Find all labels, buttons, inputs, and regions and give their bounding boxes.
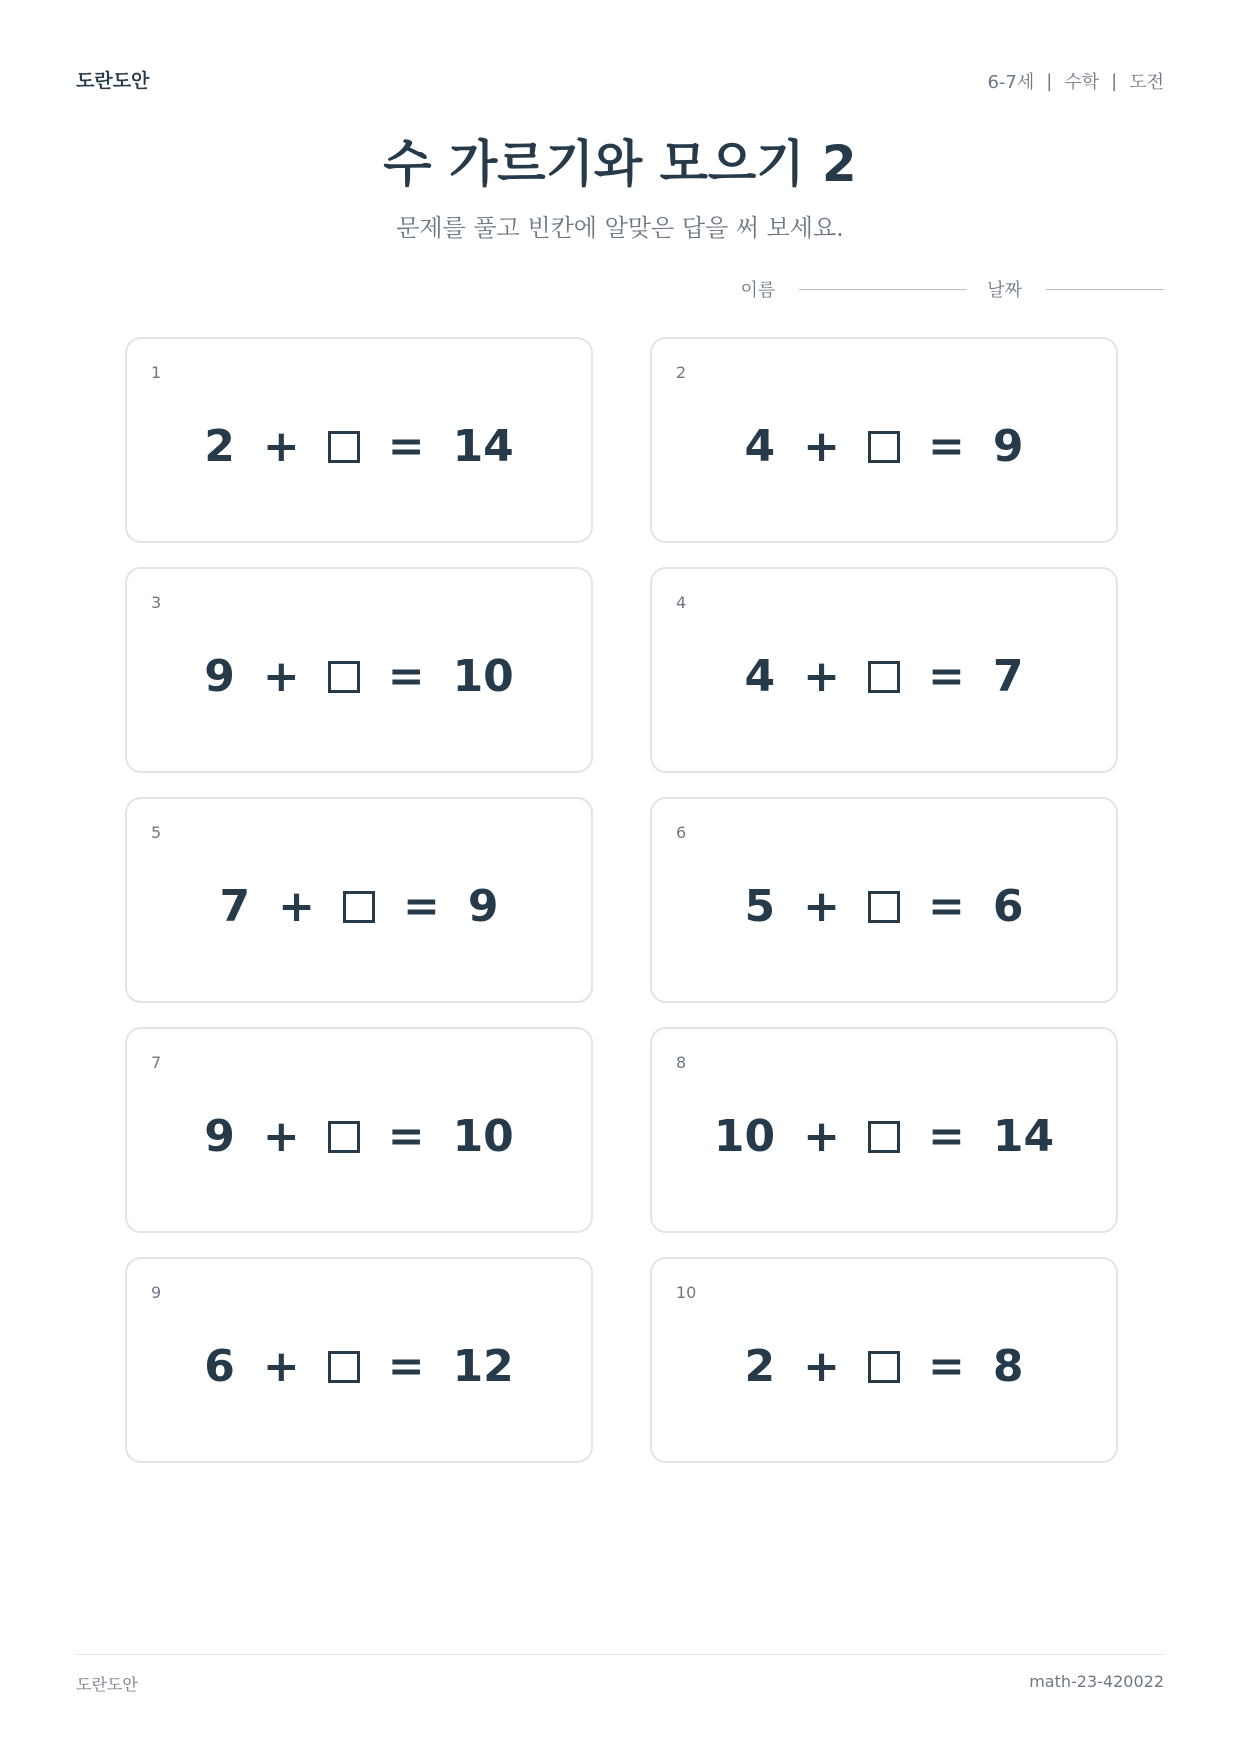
problem-number: 9 xyxy=(151,1283,162,1302)
equals-sign: = xyxy=(928,1341,965,1392)
problem-card xyxy=(650,567,1118,773)
plus-sign: + xyxy=(803,1341,840,1392)
answer-box[interactable] xyxy=(328,1121,360,1153)
addend: 6 xyxy=(204,1341,235,1392)
date-label: 날짜 xyxy=(987,280,1022,301)
problem-number: 3 xyxy=(151,593,162,612)
addend: 5 xyxy=(744,881,776,932)
answer-box[interactable] xyxy=(868,661,900,693)
brand-logo-text: 도란도안 xyxy=(76,70,150,92)
equation xyxy=(127,1111,591,1162)
name-blank-line[interactable] xyxy=(799,289,967,290)
plus-sign: + xyxy=(262,421,300,472)
problem-card xyxy=(650,1257,1118,1463)
answer-box[interactable] xyxy=(328,1351,360,1383)
sum: 10 xyxy=(452,651,514,702)
addend: 9 xyxy=(204,651,235,702)
problem-card xyxy=(650,1027,1118,1233)
plus-sign: + xyxy=(803,1111,840,1162)
equation xyxy=(652,1111,1116,1162)
addend: 7 xyxy=(219,881,251,932)
plus-sign: + xyxy=(803,421,840,472)
sum: 9 xyxy=(992,421,1024,472)
equals-sign: = xyxy=(387,421,425,472)
problem-card xyxy=(125,1027,593,1233)
sum: 9 xyxy=(467,881,499,932)
equation xyxy=(652,421,1116,472)
sum: 10 xyxy=(452,1111,514,1162)
plus-sign: + xyxy=(262,1111,300,1162)
sum: 14 xyxy=(452,421,514,472)
subject: 수학 xyxy=(1064,72,1100,93)
problem-card xyxy=(650,797,1118,1003)
plus-sign: + xyxy=(262,1341,300,1392)
equals-sign: = xyxy=(928,421,965,472)
answer-box[interactable] xyxy=(868,1121,900,1153)
equation xyxy=(127,421,591,472)
worksheet-meta xyxy=(987,68,1164,94)
equals-sign: = xyxy=(387,651,425,702)
equals-sign: = xyxy=(928,651,965,702)
problem-number: 7 xyxy=(151,1053,162,1072)
difficulty: 도전 xyxy=(1129,72,1164,93)
addend: 9 xyxy=(204,1111,235,1162)
addend: 2 xyxy=(204,421,235,472)
addend: 10 xyxy=(713,1111,776,1162)
equation xyxy=(652,881,1116,932)
plus-sign: + xyxy=(278,881,315,932)
answer-box[interactable] xyxy=(328,431,360,463)
equation xyxy=(127,1341,591,1392)
plus-sign: + xyxy=(803,651,840,702)
answer-box[interactable] xyxy=(868,1351,900,1383)
problem-grid xyxy=(125,337,1120,1463)
meta-separator: | xyxy=(1111,70,1118,92)
problem-card xyxy=(125,337,593,543)
answer-box[interactable] xyxy=(868,431,900,463)
problem-card xyxy=(125,567,593,773)
sum: 8 xyxy=(992,1341,1024,1392)
answer-box[interactable] xyxy=(343,891,375,923)
problem-number: 4 xyxy=(676,593,687,612)
equals-sign: = xyxy=(403,881,440,932)
problem-card xyxy=(125,1257,593,1463)
problem-number: 2 xyxy=(676,363,687,382)
equation xyxy=(127,651,591,702)
equals-sign: = xyxy=(928,881,965,932)
equals-sign: = xyxy=(928,1111,965,1162)
problem-number: 8 xyxy=(676,1053,687,1072)
equals-sign: = xyxy=(387,1341,425,1392)
instructions: 문제를 풀고 빈칸에 알맞은 답을 써 보세요. xyxy=(396,214,844,242)
addend: 2 xyxy=(744,1341,776,1392)
footer-brand: 도란도안 xyxy=(76,1675,138,1694)
plus-sign: + xyxy=(803,881,840,932)
name-label: 이름 xyxy=(740,280,776,301)
equals-sign: = xyxy=(387,1111,425,1162)
answer-box[interactable] xyxy=(328,661,360,693)
worksheet-code: math-23-420022 xyxy=(1029,1672,1164,1691)
problem-number: 10 xyxy=(676,1283,697,1302)
problem-number: 1 xyxy=(151,363,162,382)
equation xyxy=(652,651,1116,702)
problem-card xyxy=(650,337,1118,543)
sum: 12 xyxy=(452,1341,514,1392)
sum: 14 xyxy=(992,1111,1055,1162)
name-date-fields xyxy=(740,276,1164,302)
answer-box[interactable] xyxy=(868,891,900,923)
problem-card xyxy=(125,797,593,1003)
plus-sign: + xyxy=(262,651,300,702)
age-range: 6-7세 xyxy=(987,72,1035,93)
sum: 6 xyxy=(992,881,1024,932)
sum: 7 xyxy=(992,651,1024,702)
addend: 4 xyxy=(744,651,776,702)
page-title: 수 가르기와 모으기 2 xyxy=(383,135,857,193)
meta-separator: | xyxy=(1046,70,1053,92)
equation xyxy=(652,1341,1116,1392)
problem-number: 6 xyxy=(676,823,687,842)
footer-divider xyxy=(76,1654,1164,1655)
problem-number: 5 xyxy=(151,823,162,842)
addend: 4 xyxy=(744,421,776,472)
date-blank-line[interactable] xyxy=(1046,289,1164,290)
equation xyxy=(127,881,591,932)
